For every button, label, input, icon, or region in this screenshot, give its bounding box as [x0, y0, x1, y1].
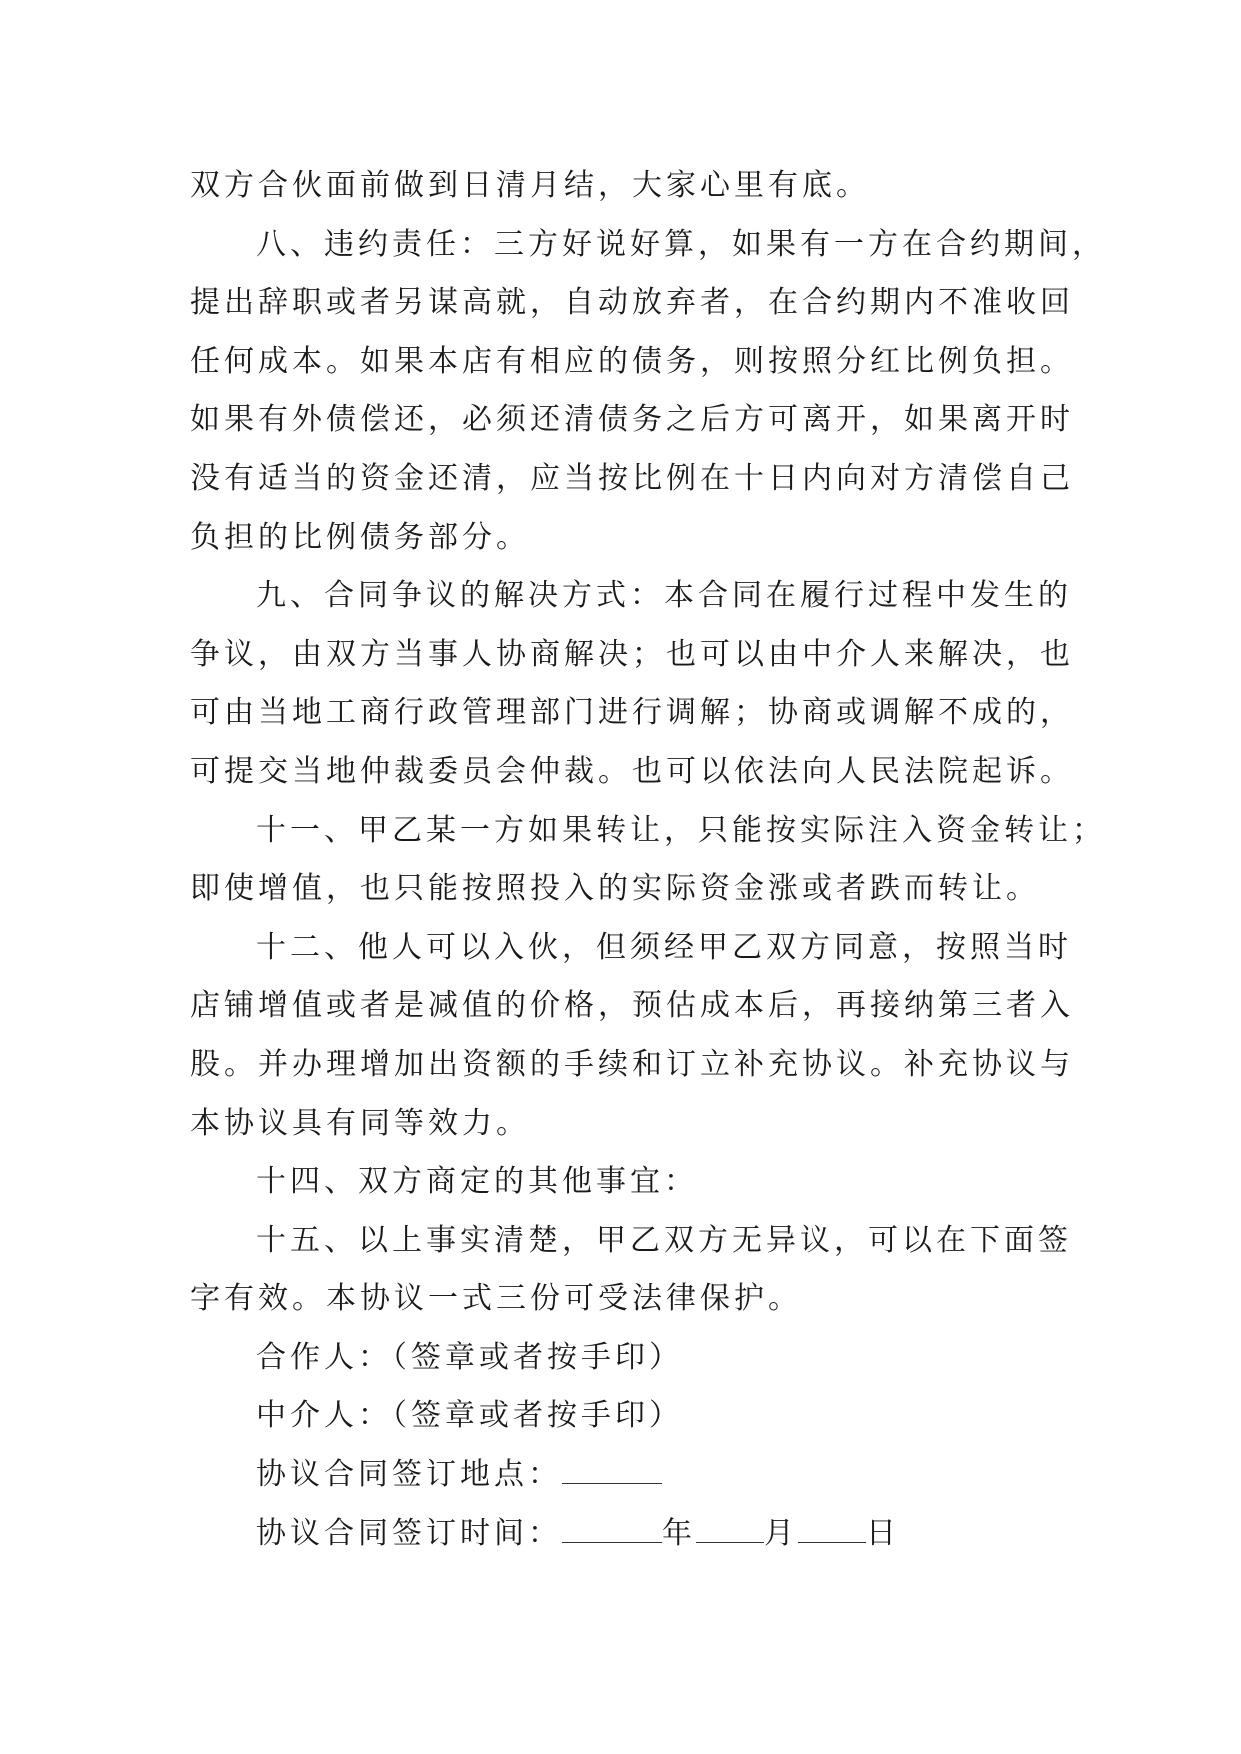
text-line: 字有效。本协议一式三份可受法律保护。 [190, 1281, 802, 1317]
text-line: 可提交当地仲裁委员会仲裁。也可以依法向人民法院起诉。 [190, 753, 1074, 789]
text-line: 本协议具有同等效力。 [190, 1105, 530, 1141]
year-label: 年 [662, 1515, 696, 1551]
signing-place-label: 协议合同签订地点： [256, 1457, 562, 1493]
intermediary-signature-line: 中介人：（签章或者按手印） [256, 1398, 683, 1434]
year-blank [562, 1512, 662, 1543]
text-line: 可由当地工商行政管理部门进行调解；协商或调解不成的， [190, 695, 1074, 731]
text-line: 双方合伙面前做到日清月结，大家心里有底。 [190, 168, 870, 203]
day-blank [798, 1512, 866, 1543]
clause-11-heading: 十一、甲乙某一方如果转让，只能按实际注入资金转让； [256, 812, 1106, 848]
partner-signature-line: 合作人：（签章或者按手印） [256, 1339, 683, 1375]
text-line: 争议，由双方当事人协商解决；也可以由中介人来解决，也 [190, 636, 1074, 672]
clause-14-heading: 十四、双方商定的其他事宜： [256, 1164, 698, 1200]
clause-8-heading: 八、违约责任：三方好说好算，如果有一方在合约期间， [256, 226, 1106, 262]
text-line: 负担的比例债务部分。 [190, 519, 530, 555]
clause-9-heading: 九、合同争议的解决方式：本合同在履行过程中发生的 [256, 578, 1072, 614]
text-line: 如果有外债偿还，必须还清债务之后方可离开，如果离开时 [190, 402, 1074, 438]
clause-15-heading: 十五、以上事实清楚，甲乙双方无异议，可以在下面签 [256, 1222, 1072, 1258]
text-line: 店铺增值或者是减值的价格，预估成本后，再接纳第三者入 [190, 988, 1074, 1024]
signing-place-blank [562, 1453, 662, 1484]
signing-place-line [190, 1446, 1070, 1505]
month-label: 月 [764, 1515, 798, 1551]
text-line: 提出辞职或者另谋高就，自动放弃者，在合约期内不准收回 [190, 285, 1074, 321]
clause-12-heading: 十二、他人可以入伙，但须经甲乙双方同意，按照当时 [256, 929, 1072, 965]
day-label: 日 [866, 1515, 900, 1551]
text-line: 股。并办理增加出资额的手续和订立补充协议。补充协议与 [190, 1046, 1074, 1082]
month-blank [696, 1512, 764, 1543]
text-line: 任何成本。如果本店有相应的债务，则按照分红比例负担。 [190, 343, 1074, 379]
contract-text [190, 157, 1106, 1563]
signing-time-line [190, 1505, 1070, 1564]
text-line: 没有适当的资金还清，应当按比例在十日内向对方清偿自己 [190, 460, 1074, 496]
signing-time-label: 协议合同签订时间： [256, 1515, 562, 1551]
text-line: 即使增值，也只能按照投入的实际资金涨或者跌而转让。 [190, 871, 1040, 907]
